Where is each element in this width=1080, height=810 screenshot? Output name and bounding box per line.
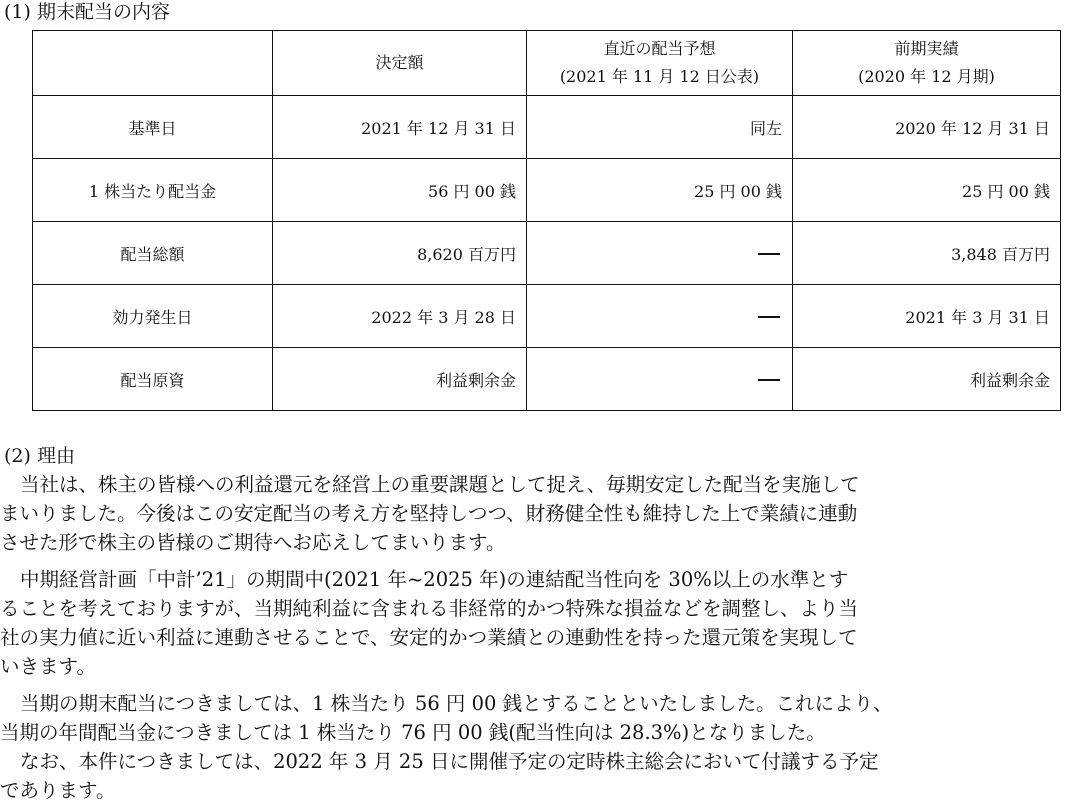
paragraph-line: まいりました。今後はこの安定配当の考え方を堅持しつつ、財務健全性も維持した上で業績に連動 bbox=[0, 502, 858, 525]
row-label: 効力発生日 bbox=[33, 285, 273, 348]
cell-forecast bbox=[527, 222, 793, 285]
dividend-table bbox=[32, 30, 1061, 411]
dash-icon bbox=[758, 379, 780, 381]
cell-forecast: 同左 bbox=[527, 96, 793, 159]
table-header-row bbox=[33, 31, 1061, 96]
paragraph-line: なお、本件につきましては、2022 年 3 月 25 日に開催予定の定時株主総会において付議する予定 bbox=[20, 750, 879, 773]
reason-paragraph bbox=[0, 470, 1060, 557]
reason-paragraph bbox=[0, 565, 1060, 681]
cell-forecast bbox=[527, 348, 793, 411]
dash-icon bbox=[758, 316, 780, 318]
cell-decided: 56 円 00 銭 bbox=[273, 159, 527, 222]
row-label: 基準日 bbox=[33, 96, 273, 159]
row-label: 配当原資 bbox=[33, 348, 273, 411]
cell-forecast: 25 円 00 銭 bbox=[527, 159, 793, 222]
row-label: 1 株当たり配当金 bbox=[33, 159, 273, 222]
paragraph-line: 当期の期末配当につきましては、1 株当たり 56 円 00 銭とすることといたしました。これにより、 bbox=[20, 692, 893, 715]
reason-paragraph bbox=[0, 689, 1060, 747]
cell-previous: 2020 年 12 月 31 日 bbox=[793, 96, 1061, 159]
paragraph-line: ることを考えておりますが、当期純利益に含まれる非経常的かつ特殊な損益などを調整し、より当 bbox=[0, 597, 859, 620]
header-previous: 前期実績 (2020 年 12 月期) bbox=[793, 31, 1061, 96]
paragraph-line: 中期経営計画「中計’21」の期間中(2021 年~2025 年)の連結配当性向を 30%以上の水準とす bbox=[20, 568, 849, 591]
cell-previous: 利益剰余金 bbox=[793, 348, 1061, 411]
cell-forecast bbox=[527, 285, 793, 348]
reason-paragraph bbox=[0, 747, 1060, 805]
table-row bbox=[33, 96, 1061, 159]
paragraph-line: であります。 bbox=[0, 779, 116, 802]
cell-decided: 2021 年 12 月 31 日 bbox=[273, 96, 527, 159]
cell-decided: 利益剰余金 bbox=[273, 348, 527, 411]
cell-decided: 8,620 百万円 bbox=[273, 222, 527, 285]
paragraph-line: 当社は、株主の皆様への利益還元を経営上の重要課題として捉え、毎期安定した配当を実施して bbox=[20, 473, 860, 496]
cell-decided: 2022 年 3 月 28 日 bbox=[273, 285, 527, 348]
paragraph-line: 当期の年間配当金につきましては 1 株当たり 76 円 00 銭(配当性向は 28.3%)となりました。 bbox=[0, 721, 826, 744]
cell-previous: 25 円 00 銭 bbox=[793, 159, 1061, 222]
row-label: 配当総額 bbox=[33, 222, 273, 285]
section-1-title: (1) 期末配当の内容 bbox=[4, 1, 170, 23]
table-row bbox=[33, 285, 1061, 348]
paragraph-line: 社の実力値に近い利益に連動させることで、安定的かつ業績との連動性を持った還元策を実現して bbox=[0, 626, 858, 649]
dash-icon bbox=[758, 253, 780, 255]
table-row bbox=[33, 222, 1061, 285]
table-row bbox=[33, 348, 1061, 411]
header-empty bbox=[33, 31, 273, 96]
header-forecast: 直近の配当予想 (2021 年 11 月 12 日公表) bbox=[527, 31, 793, 96]
table-row bbox=[33, 159, 1061, 222]
paragraph-line: いきます。 bbox=[0, 655, 96, 678]
paragraph-line: させた形で株主の皆様のご期待へお応えしてまいります。 bbox=[0, 531, 506, 554]
cell-previous: 2021 年 3 月 31 日 bbox=[793, 285, 1061, 348]
section-2-title: (2) 理由 bbox=[4, 445, 75, 467]
cell-previous: 3,848 百万円 bbox=[793, 222, 1061, 285]
header-decided: 決定額 bbox=[273, 31, 527, 96]
